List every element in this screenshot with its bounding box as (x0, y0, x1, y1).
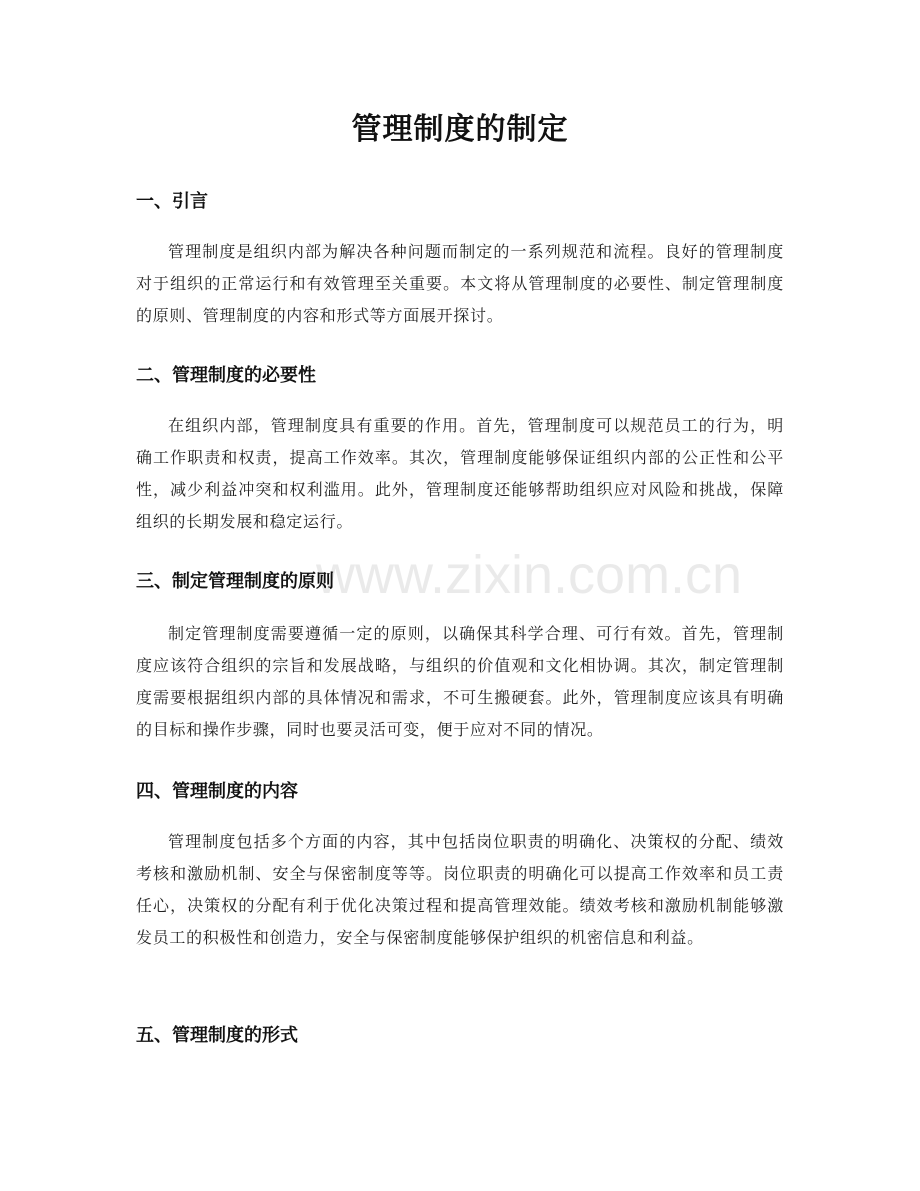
section-heading-introduction: 一、引言 (136, 191, 208, 212)
watermark: www.zixin.com.cn (316, 545, 743, 605)
section-heading-principles: 三、制定管理制度的原则 (136, 571, 334, 592)
section-heading-content: 四、管理制度的内容 (136, 781, 298, 802)
section-heading-necessity: 二、管理制度的必要性 (136, 365, 316, 386)
section-heading-form: 五、管理制度的形式 (136, 1025, 298, 1046)
section-body-principles: 制定管理制度需要遵循一定的原则，以确保其科学合理、可行有效。首先，管理制度应该符合组织的宗旨和发展战略，与组织的价值观和文化相协调。其次，制定管理制度需要根据组织内部的具体情况和需求，不可生搬硬套。此外，管理制度应该具有明确的目标和操作步骤，同时也要灵活可变，便于应对不同的情况。 (136, 624, 784, 739)
document-title: 管理制度的制定 (351, 112, 569, 147)
section-body-necessity: 在组织内部，管理制度具有重要的作用。首先，管理制度可以规范员工的行为，明确工作职责和权责，提高工作效率。其次，管理制度能够保证组织内部的公正性和公平性，减少利益冲突和权利滥用。此外，管理制度还能够帮助组织应对风险和挑战，保障组织的长期发展和稳定运行。 (136, 416, 784, 531)
section-body-introduction: 管理制度是组织内部为解决各种问题而制定的一系列规范和流程。良好的管理制度对于组织的正常运行和有效管理至关重要。本文将从管理制度的必要性、制定管理制度的原则、管理制度的内容和形式等方面展开探讨。 (136, 242, 784, 325)
section-body-content: 管理制度包括多个方面的内容，其中包括岗位职责的明确化、决策权的分配、绩效考核和激励机制、安全与保密制度等等。岗位职责的明确化可以提高工作效率和员工责任心，决策权的分配有利于优化决策过程和提高管理效能。绩效考核和激励机制能够激发员工的积极性和创造力，安全与保密制度能够保护组织的机密信息和利益。 (136, 832, 784, 947)
